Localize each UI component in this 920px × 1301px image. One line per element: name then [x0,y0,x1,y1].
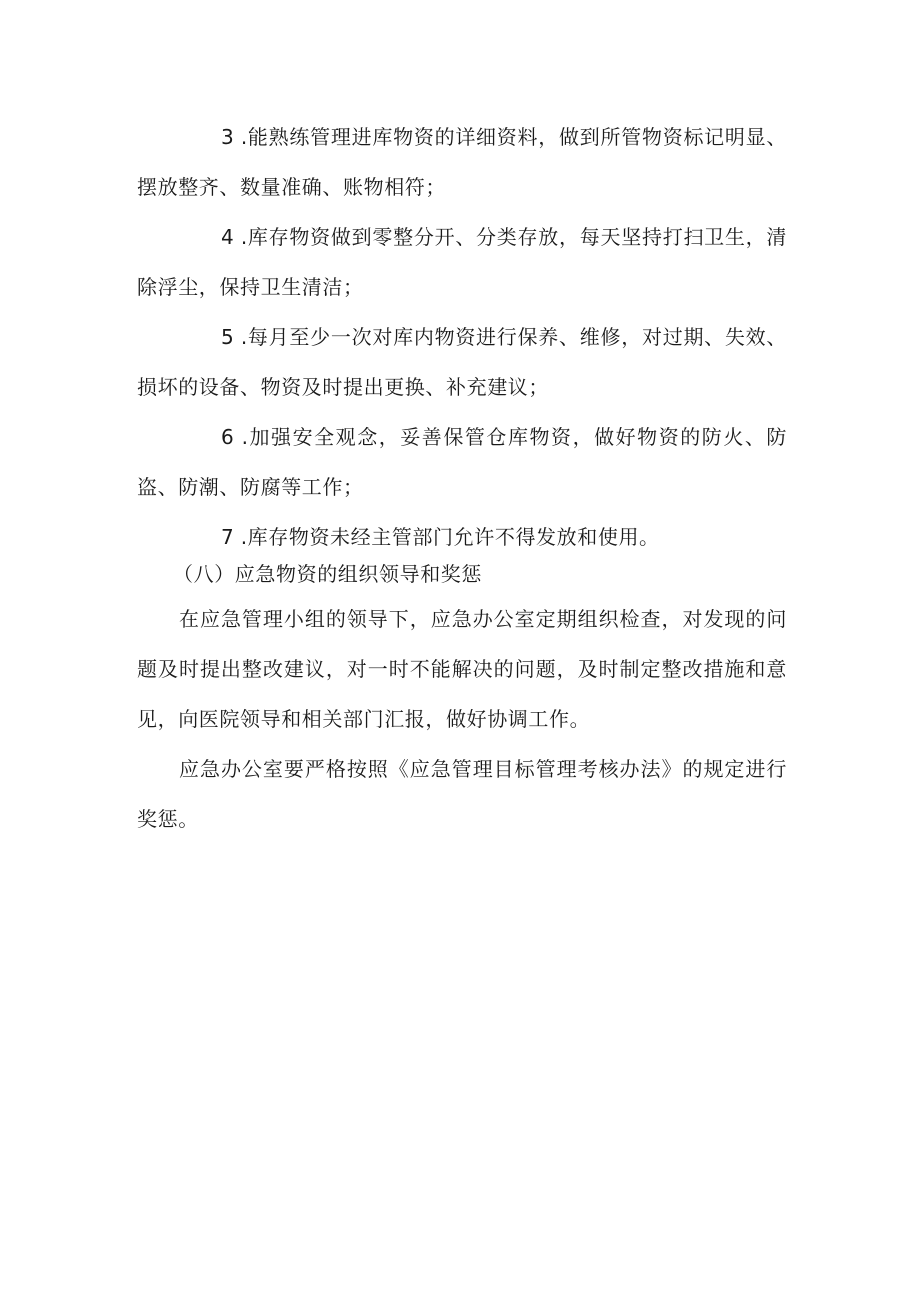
item-text: .每月至少一次对库内物资进行保养、维修，对过期、失效、损坏的设备、物资及时提出更换、补充建议； [137,325,787,399]
item-text: .库存物资做到零整分开、分类存放，每天坚持打扫卫生，清除浮尘，保持卫生清洁； [137,225,787,299]
list-item [137,212,787,312]
item-number: 3 [221,125,234,149]
section-heading: （八）应急物资的组织领导和奖惩 [173,562,482,586]
body-paragraph: 应急办公室要严格按照《应急管理目标管理考核办法》的规定进行奖惩。 [137,757,787,831]
item-number: 4 [221,225,234,249]
list-item [137,312,787,412]
document-content [137,112,787,844]
item-text: .能熟练管理进库物资的详细资料，做到所管物资标记明显、摆放整齐、数量准确、账物相符； [137,125,787,199]
item-number: 5 [221,325,234,349]
item-number: 7 [221,525,234,549]
list-item [137,412,787,512]
item-text: .库存物资未经主管部门允许不得发放和使用。 [233,525,660,549]
body-paragraph: 在应急管理小组的领导下，应急办公室定期组织检查，对发现的问题及时提出整改建议，对一时不能解决的问题，及时制定整改措施和意见，向医院领导和相关部门汇报，做好协调工作。 [137,607,787,731]
list-item [137,112,787,212]
item-text: .加强安全观念，妥善保管仓库物资，做好物资的防火、防盗、防潮、防腐等工作； [137,425,787,499]
item-number: 6 [221,425,234,449]
